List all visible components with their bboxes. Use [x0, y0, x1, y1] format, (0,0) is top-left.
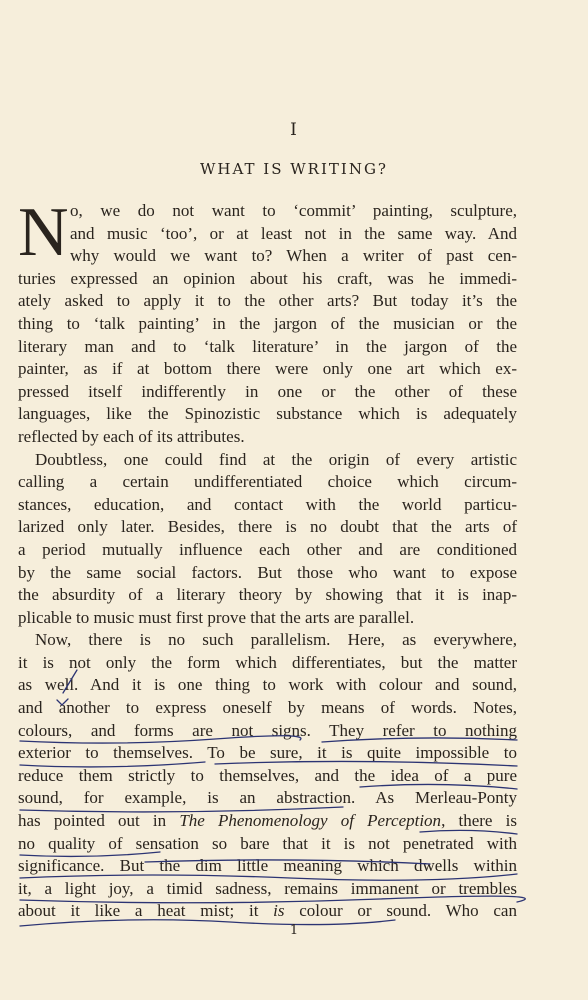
- text-line: languages, like the Spinozistic substance which is adequately: [18, 404, 517, 424]
- text-line: colours, and forms are not signs. They refer to nothing: [18, 720, 517, 740]
- text-line: exterior to themselves. To be sure, it is quite impossible to: [18, 743, 517, 763]
- text-line: as well. And it is one thing to work with colour and sound,: [18, 675, 517, 695]
- text-line: no quality of sensation so bare that it is not penetrated with: [18, 833, 517, 853]
- text-line: plicable to music must first prove that the arts are parallel.: [18, 607, 415, 627]
- text-line: why would we want to? When a writer of past cen-: [70, 246, 517, 266]
- text-line: it, a light joy, a timid sadness, remains immanent or trembles: [18, 878, 517, 898]
- text-line: ately asked to apply it to the other arts? But today it’s the: [18, 291, 517, 311]
- text-line: by the same social factors. But those who want to expose: [18, 562, 517, 582]
- text-line: o, we do not want to ‘commit’ painting, sculpture,: [70, 201, 517, 220]
- text-line: significance. But the dim little meaning which dwells within: [18, 856, 517, 876]
- text-line: Doubtless, one could find at the origin of every artistic: [35, 449, 517, 469]
- text-segment: , there is: [441, 811, 517, 831]
- body-text: [18, 194, 517, 923]
- page-number: 1: [289, 923, 299, 938]
- text-line: stances, education, and contact with the world particu-: [18, 494, 517, 514]
- text-line: the absurdity of a literary theory by showing that it is inap-: [18, 585, 517, 605]
- text-segment: has pointed out in: [18, 811, 180, 831]
- text-line: a period mutually influence each other and are conditioned: [18, 539, 517, 559]
- text-line: and another to express oneself by means of words. Notes,: [18, 698, 517, 718]
- text-line: sound, for example, is an abstraction. As Merleau-Ponty: [18, 788, 517, 808]
- text-line: larized only later. Besides, there is no doubt that the arts of: [18, 517, 517, 537]
- text-line: and music ‘too’, or at least not in the same way. And: [70, 223, 517, 243]
- text-segment: colour or sound. Who can: [284, 901, 517, 921]
- text-segment: about it like a heat mist; it: [18, 901, 274, 921]
- text-line: [18, 900, 517, 923]
- text-line: it is not only the form which differentiates, but the matter: [18, 652, 517, 672]
- text-line: painter, as if at bottom there were only one art which ex-: [18, 359, 517, 379]
- text-line: reduce them strictly to themselves, and the idea of a pure: [18, 765, 517, 785]
- text-line: reflected by each of its attributes.: [18, 426, 245, 446]
- text-line: literary man and to ‘talk literature’ in the jargon of the: [18, 336, 517, 356]
- text-line: pressed itself indifferently in one or the other of these: [18, 381, 517, 401]
- book-title: The Phenomenology of Perception: [179, 811, 442, 831]
- drop-cap: N: [18, 194, 69, 271]
- text-line: turies expressed an opinion about his craft, was he immedi-: [18, 268, 517, 288]
- text-line: calling a certain undifferentiated choice which circum-: [18, 472, 517, 492]
- chapter-title: WHAT IS WRITING?: [200, 160, 388, 178]
- text-line: thing to ‘talk painting’ in the jargon of the musician or the: [18, 313, 517, 333]
- text-line: [18, 810, 517, 833]
- chapter-number: I: [290, 120, 298, 140]
- emphasis: is: [273, 901, 285, 921]
- text-line: Now, there is no such parallelism. Here, as everywhere,: [35, 630, 517, 650]
